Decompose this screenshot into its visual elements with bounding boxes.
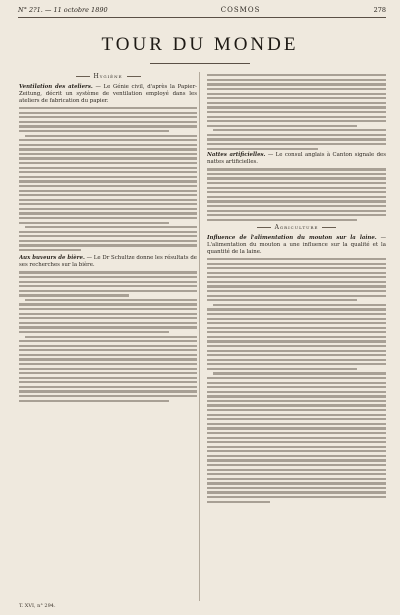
signature-line: T. XVI, n° 294.	[19, 603, 56, 609]
issue-info: N° 2?1. — 11 octobre 1890	[18, 6, 108, 14]
article-heading: Ventilation des ateliers.	[19, 83, 93, 90]
article-lead: — Le consul anglais à Canton signale des nattes artificielles.	[207, 152, 386, 166]
article-lead: — Le Dr Schultze donne les résultats de ses recherches sur la bière.	[19, 255, 197, 269]
page-number: 278	[373, 6, 386, 14]
article-heading: Nattes artificielles.	[207, 152, 266, 159]
article-buveurs-de-biere	[19, 255, 197, 402]
article-lead: — Le Génie civil, d'après la Papier-Zeitung, décrit un système de ventilation employé dans les ateliers de fabrication du papier.	[19, 83, 197, 104]
running-header	[18, 3, 386, 17]
journal-name: COSMOS	[220, 6, 261, 14]
column-divider	[199, 72, 200, 601]
article-alimentation-mouton	[207, 235, 386, 503]
article-heading: Aux buveurs de bière.	[19, 255, 85, 262]
right-column	[207, 72, 386, 605]
article-body-text	[19, 107, 197, 251]
left-column	[19, 72, 197, 605]
section-heading-agriculture: Agriculture	[207, 225, 386, 232]
header-rule	[18, 17, 386, 18]
article-nattes-artificielles	[207, 152, 386, 221]
article-heading: Influence de l'alimentation du mouton sur la laine.	[207, 234, 377, 241]
article-lead: — L'alimentation du mouton a une influence sur la qualité et la quantité de la laine.	[207, 234, 386, 255]
section-heading-hygiene: Hygiène	[19, 74, 197, 81]
article-body-text	[207, 258, 386, 503]
page-title: TOUR DU MONDE	[101, 34, 299, 55]
article-body-text	[19, 271, 197, 401]
title-rule	[150, 63, 250, 64]
article-ventilation	[19, 84, 197, 251]
article-body-text	[207, 168, 386, 221]
continued-text	[207, 74, 386, 149]
